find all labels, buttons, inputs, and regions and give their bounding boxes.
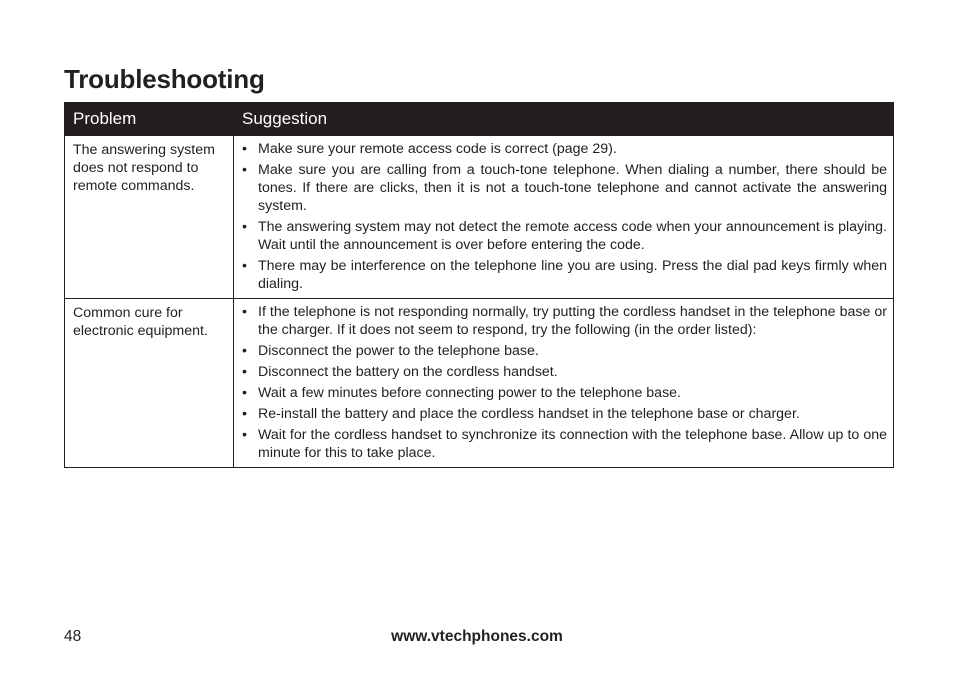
troubleshooting-table <box>64 102 894 468</box>
table-row <box>65 299 894 468</box>
suggestion-cell <box>234 136 894 299</box>
suggestion-item: • There may be interference on the telephone line you are using. Press the dial pad keys firmly when dialing. <box>242 257 887 293</box>
footer-url: www.vtechphones.com <box>391 628 563 645</box>
suggestion-item: • Re-install the battery and place the cordless handset in the telephone base or charger. <box>242 405 887 423</box>
suggestion-item: • Make sure your remote access code is correct (page 29). <box>242 140 887 158</box>
suggestion-item: • If the telephone is not responding normally, try putting the cordless handset in the telephone base or the charger. If it does not seem to respond, try the following (in the order listed): <box>242 303 887 339</box>
suggestion-list <box>242 303 887 462</box>
suggestion-item: • Wait a few minutes before connecting power to the telephone base. <box>242 384 887 402</box>
table-header-row <box>65 103 894 136</box>
page-number: 48 <box>64 628 82 645</box>
suggestion-column-header: Suggestion <box>234 103 894 136</box>
suggestion-item: • The answering system may not detect the remote access code when your announcement is playing. Wait until the announcement is over before entering the code. <box>242 218 887 254</box>
table-row <box>65 136 894 299</box>
suggestion-item: • Disconnect the battery on the cordless handset. <box>242 363 887 381</box>
suggestion-item: • Disconnect the power to the telephone base. <box>242 342 887 360</box>
problem-cell: Common cure for electronic equipment. <box>65 299 234 468</box>
problem-column-header: Problem <box>65 103 234 136</box>
problem-cell: The answering system does not respond to remote commands. <box>65 136 234 299</box>
suggestion-item: • Make sure you are calling from a touch-tone telephone. When dialing a number, there should be tones. If there are clicks, then it is not a touch-tone telephone and cannot activate the answering system. <box>242 161 887 215</box>
suggestion-item: • Wait for the cordless handset to synchronize its connection with the telephone base. Allow up to one minute for this to take place. <box>242 426 887 462</box>
page-title: Troubleshooting <box>64 64 265 94</box>
suggestion-cell <box>234 299 894 468</box>
suggestion-list <box>242 140 887 293</box>
